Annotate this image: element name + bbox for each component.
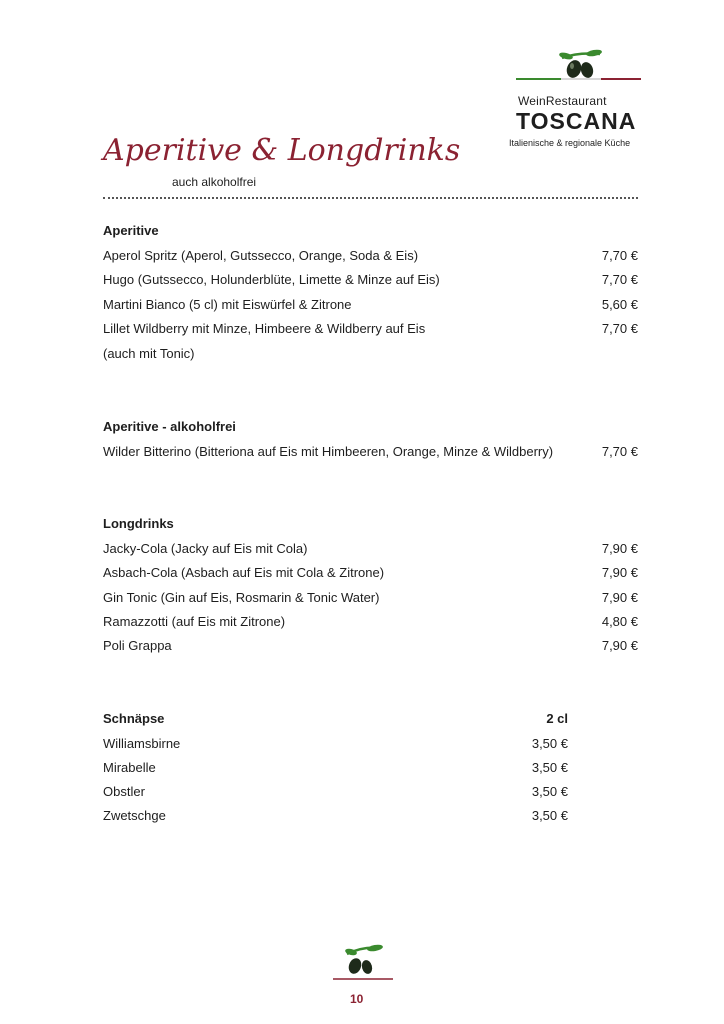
dotted-divider: [103, 197, 638, 199]
menu-item-price: 7,90 €: [601, 541, 638, 556]
olive-branch-icon: [558, 48, 604, 80]
menu-item: Obstler: [103, 784, 145, 799]
menu-item: Gin Tonic (Gin auf Eis, Rosmarin & Tonic Water): [103, 590, 380, 605]
section-heading-alkoholfrei: Aperitive - alkoholfrei: [103, 419, 236, 434]
section-heading-longdrinks: Longdrinks: [103, 516, 174, 531]
menu-item: Poli Grappa: [103, 638, 172, 653]
menu-item: Zwetschge: [103, 808, 166, 823]
menu-item: Williamsbirne: [103, 736, 181, 751]
menu-item-note: (auch mit Tonic): [103, 346, 195, 361]
menu-item-price: 7,90 €: [601, 565, 638, 580]
flag-line-red: [601, 78, 641, 80]
logo-tagline: Italienische & regionale Küche: [509, 138, 631, 148]
size-column-header: 2 cl: [546, 711, 568, 726]
restaurant-logo: [506, 44, 656, 154]
footer-olive-icon: [333, 942, 393, 982]
page-subtitle: auch alkoholfrei: [172, 175, 257, 189]
menu-item-price: 5,60 €: [601, 297, 638, 312]
menu-item-price: 7,70 €: [601, 321, 638, 336]
menu-item: Mirabelle: [103, 760, 156, 775]
logo-name: TOSCANA: [516, 108, 637, 134]
flag-line-white: [561, 78, 601, 80]
menu-item-price: 7,70 €: [601, 272, 638, 287]
menu-item-price: 7,70 €: [601, 444, 638, 459]
menu-item-price: 3,50 €: [531, 784, 568, 799]
menu-item-price: 7,90 €: [601, 590, 638, 605]
page-title: Aperitive & Longdrinks: [103, 133, 461, 168]
flag-line-green: [516, 78, 561, 80]
menu-item-price: 7,70 €: [601, 248, 638, 263]
menu-item: Lillet Wildberry mit Minze, Himbeere & Wildberry auf Eis: [103, 321, 426, 336]
page-number: 10: [350, 992, 364, 1006]
menu-item: Jacky-Cola (Jacky auf Eis mit Cola): [103, 541, 308, 556]
menu-item: Martini Bianco (5 cl) mit Eiswürfel & Zitrone: [103, 297, 352, 312]
section-heading-schnaepse: Schnäpse: [103, 711, 165, 726]
menu-item-price: 7,90 €: [601, 638, 638, 653]
menu-item: Asbach-Cola (Asbach auf Eis mit Cola & Zitrone): [103, 565, 385, 580]
menu-item: Aperol Spritz (Aperol, Gutssecco, Orange, Soda & Eis): [103, 248, 419, 263]
menu-item: Ramazzotti (auf Eis mit Zitrone): [103, 614, 286, 629]
menu-item-price: 4,80 €: [601, 614, 638, 629]
menu-item: Hugo (Gutssecco, Holunderblüte, Limette & Minze auf Eis): [103, 272, 440, 287]
menu-item-price: 3,50 €: [531, 736, 568, 751]
menu-item: Wilder Bitterino (Bitteriona auf Eis mit Himbeeren, Orange, Minze & Wildberry): [103, 444, 554, 459]
menu-item-price: 3,50 €: [531, 808, 568, 823]
logo-subtitle: WeinRestaurant: [518, 94, 607, 108]
menu-item-price: 3,50 €: [531, 760, 568, 775]
section-heading-aperitive: Aperitive: [103, 223, 159, 238]
